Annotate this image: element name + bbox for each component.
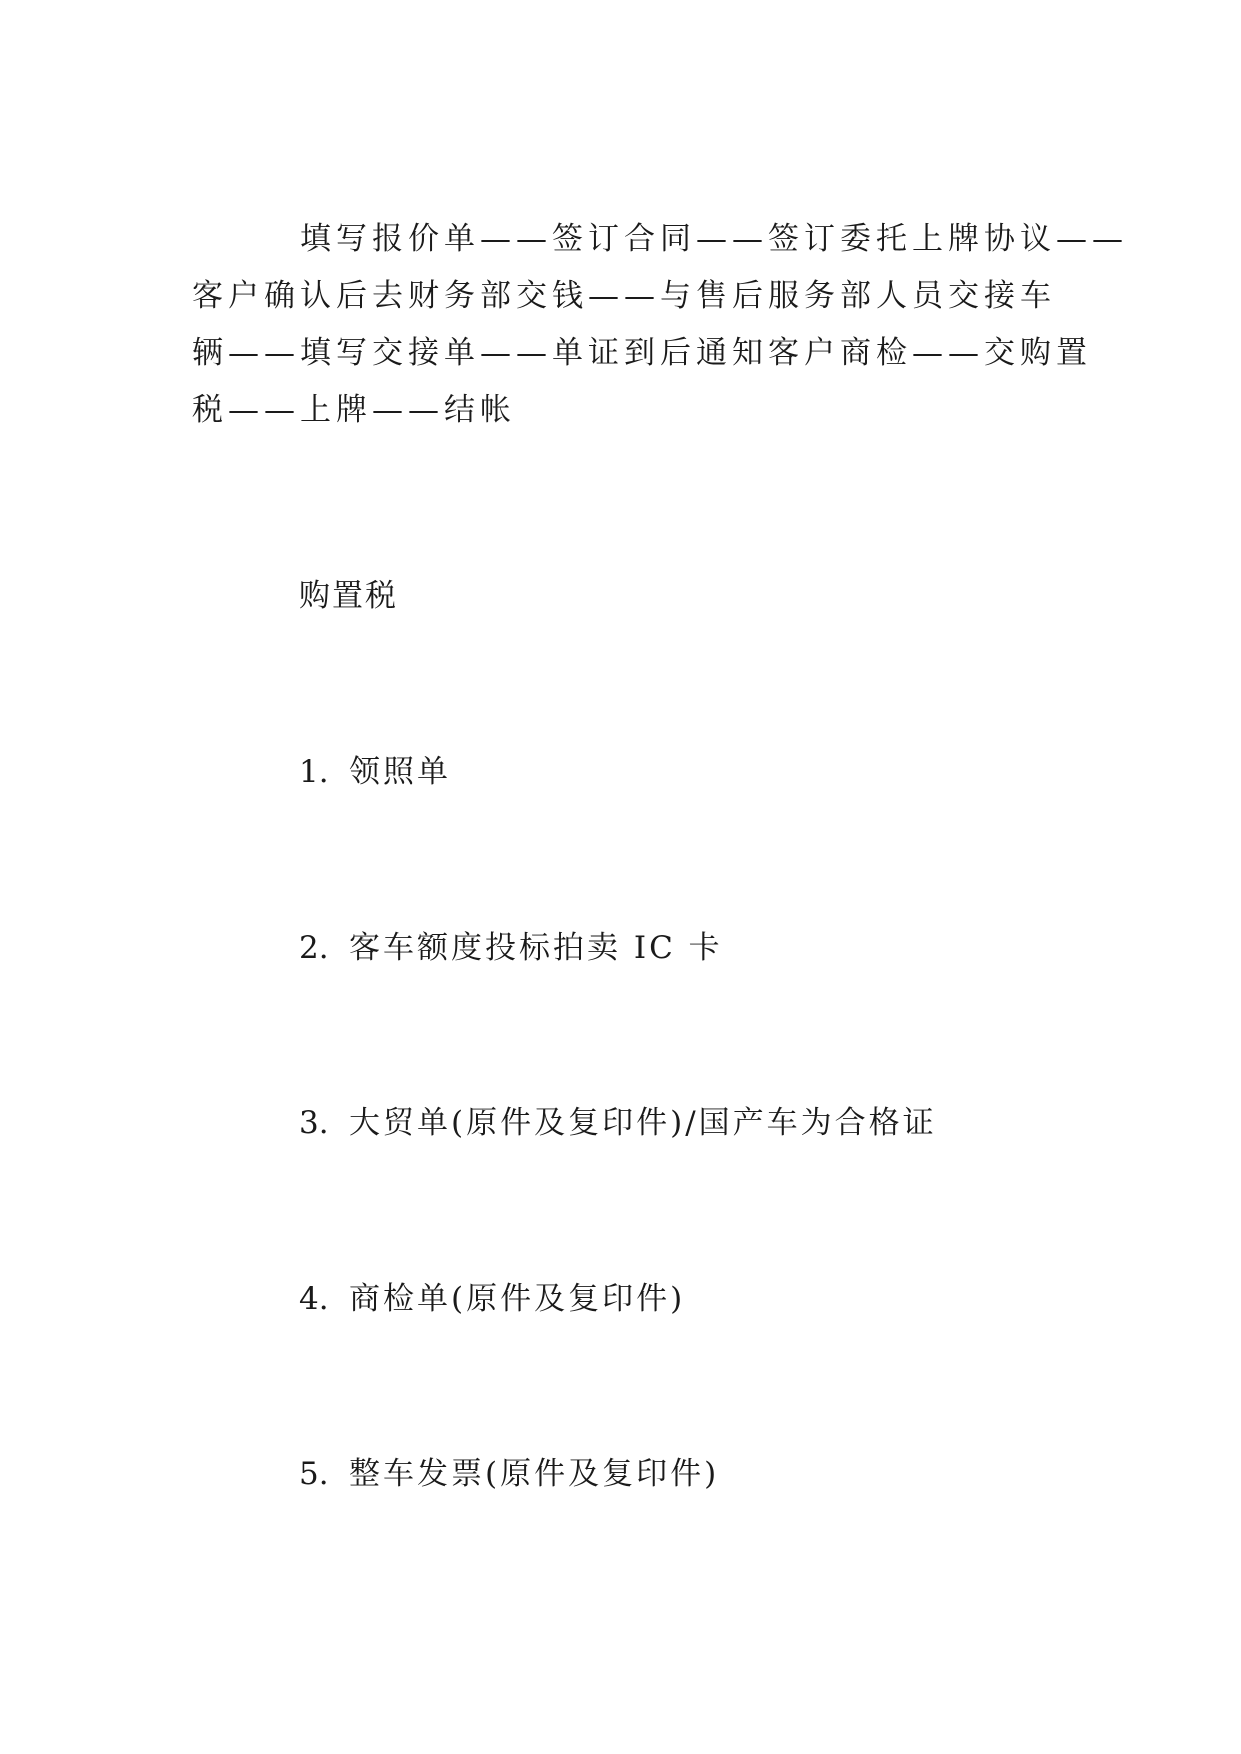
paragraph-line-1: 填写报价单——签订合同——签订委托上牌协议—— <box>300 221 1128 257</box>
list-item <box>299 746 451 798</box>
section-heading: 购置税 <box>299 578 398 614</box>
list-item-number: 2. <box>299 930 329 966</box>
list-item <box>299 1273 685 1325</box>
list-item-text: 商检单(原件及复印件) <box>349 1281 686 1317</box>
paragraph-line-3: 辆——填写交接单——单证到后通知客户商检——交购置 <box>192 335 1092 371</box>
list-item-text: 整车发票(原件及复印件) <box>349 1456 720 1492</box>
list-item <box>299 1448 719 1500</box>
list-item-text: 大贸单(原件及复印件)/国产车为合格证 <box>349 1105 937 1141</box>
paragraph-line-2: 客户确认后去财务部交钱——与售后服务部人员交接车 <box>192 278 1056 314</box>
list-item-number: 1. <box>299 754 329 790</box>
list-item-number: 4. <box>299 1281 329 1317</box>
list-item-text: 客车额度投标拍卖 IC 卡 <box>349 930 723 966</box>
list-item-text: 领照单 <box>349 754 451 790</box>
list-item <box>299 922 723 974</box>
list-item <box>299 1097 937 1149</box>
paragraph-line-4: 税——上牌——结帐 <box>192 392 516 428</box>
list-item-number: 5. <box>299 1456 329 1492</box>
list-item-number: 3. <box>299 1105 329 1141</box>
